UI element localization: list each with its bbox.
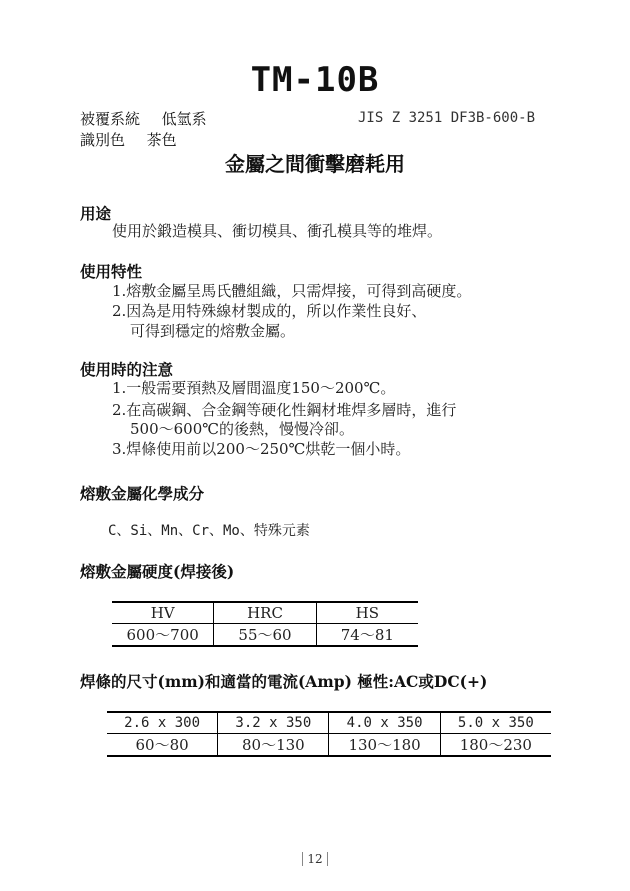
size-cell: 4.0 x 350 [329, 712, 440, 734]
features-heading: 使用特性 [80, 262, 143, 281]
features-line-2: 2.因為是用特殊線材製成的，所以作業性良好、 [112, 302, 427, 320]
jis-standard: JIS Z 3251 DF3B-600-B [358, 110, 536, 126]
hardness-header-row [112, 602, 418, 624]
current-cell: 130～180 [329, 734, 440, 757]
hardness-heading: 熔敷金屬硬度(焊接後) [80, 562, 235, 581]
identification-color [80, 129, 177, 150]
page-number-text: 12 [302, 852, 327, 866]
hardness-value-cell: 74～81 [316, 624, 418, 647]
size-cell: 3.2 x 350 [218, 712, 329, 734]
sizes-table [107, 711, 551, 757]
current-cell: 60～80 [107, 734, 218, 757]
product-title: TM-10B [250, 60, 380, 100]
size-cell: 2.6 x 300 [107, 712, 218, 734]
size-cell: 5.0 x 350 [440, 712, 551, 734]
hardness-header-cell: HRC [214, 602, 316, 624]
coating-system [80, 108, 207, 129]
sizes-row [107, 712, 551, 734]
hardness-value-cell: 600～700 [112, 624, 214, 647]
currents-row [107, 734, 551, 757]
hardness-value-row [112, 624, 418, 647]
composition-heading: 熔敷金屬化學成分 [80, 484, 205, 503]
usage-heading: 用途 [80, 204, 112, 223]
color-label: 識別色 [80, 131, 126, 149]
sizes-heading: 焊條的尺寸(mm)和適當的電流(Amp) 極性:AC或DC(+) [80, 672, 488, 691]
notes-line-4: 3.焊條使用前以200～250℃烘乾一個小時。 [112, 440, 411, 458]
usage-text: 使用於鍛造模具、衝切模具、衝孔模具等的堆焊。 [112, 222, 443, 240]
features-line-3: 可得到穩定的熔敷金屬。 [130, 322, 296, 340]
hardness-value-cell: 55～60 [214, 624, 316, 647]
notes-line-3: 500～600℃的後熱，慢慢冷卻。 [130, 420, 355, 438]
hardness-header-cell: HS [316, 602, 418, 624]
features-line-1: 1.熔敷金屬呈馬氏體組織，只需焊接，可得到高硬度。 [112, 282, 472, 300]
notes-heading: 使用時的注意 [80, 360, 174, 379]
current-cell: 180～230 [440, 734, 551, 757]
notes-line-1: 1.一般需要預熱及層間溫度150～200℃。 [112, 379, 396, 397]
hardness-table [112, 601, 418, 647]
composition-text: C、Si、Mn、Cr、Mo、特殊元素 [108, 523, 310, 539]
color-value: 茶色 [146, 131, 177, 149]
current-cell: 80～130 [218, 734, 329, 757]
coating-value: 低氫系 [161, 110, 207, 128]
hardness-header-cell: HV [112, 602, 214, 624]
notes-line-2: 2.在高碳鋼、合金鋼等硬化性鋼材堆焊多層時，進行 [112, 401, 457, 419]
coating-label: 被覆系統 [80, 110, 141, 128]
page-number [0, 848, 630, 867]
subtitle: 金屬之間衝擊磨耗用 [225, 152, 405, 176]
